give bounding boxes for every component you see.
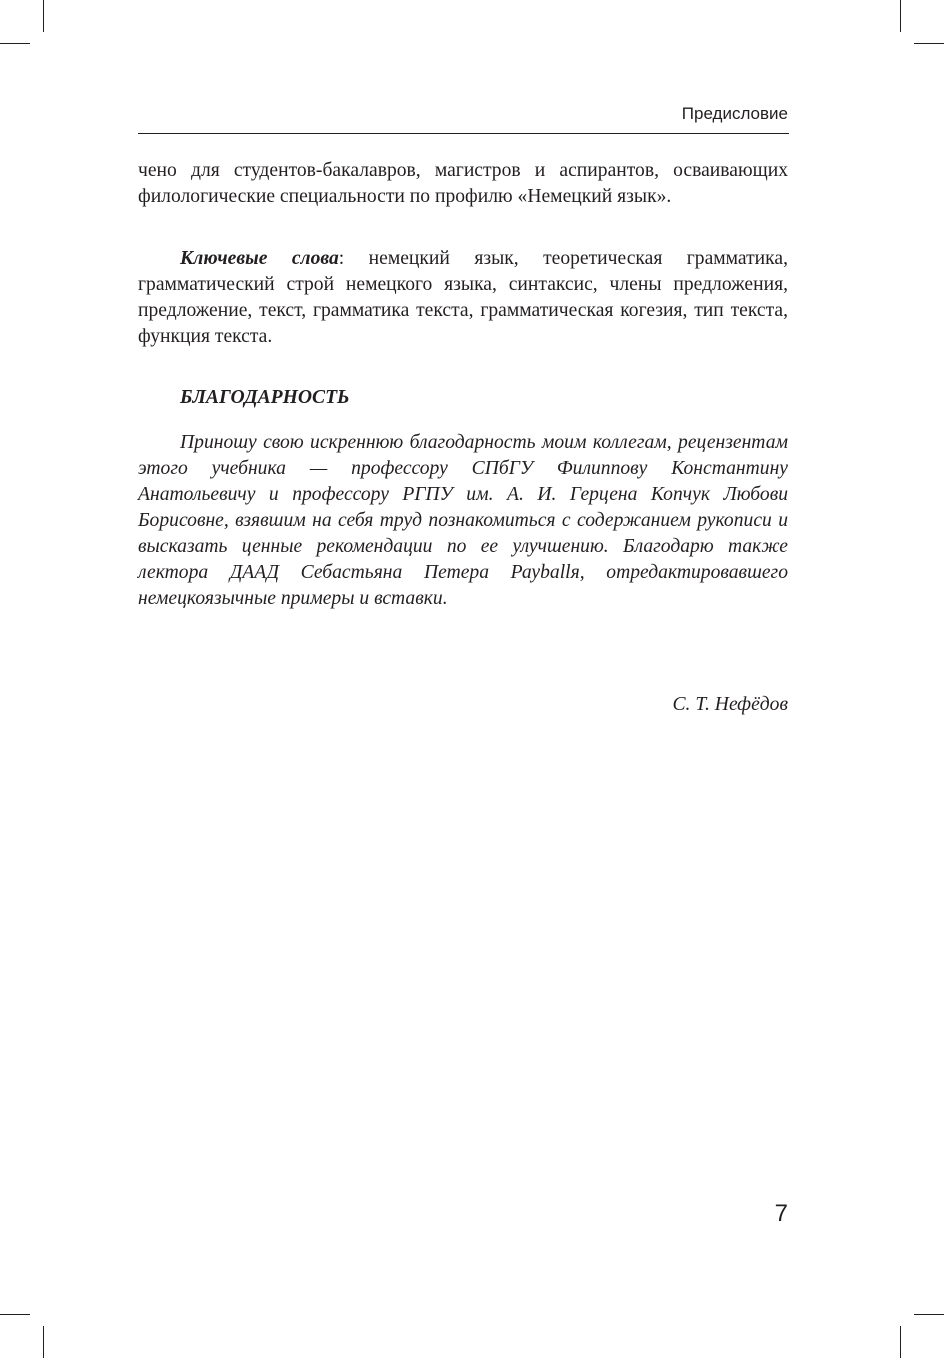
crop-mark bbox=[43, 0, 44, 32]
keywords-text: : немецкий язык, теоретическая грамматика, грамматический строй немецкого языка, синтаксис, члены предложения, предложение, текст, грамматика текста, грамматическая когезия, тип текста, функция текста. bbox=[138, 248, 788, 347]
crop-mark bbox=[43, 1326, 44, 1358]
intro-paragraph: чено для студентов-бакалавров, магистров и аспирантов, осваивающих филологические специальности по профилю «Немецкий язык». bbox=[138, 160, 788, 207]
crop-mark bbox=[914, 1314, 944, 1315]
acknowledgement-paragraph: Приношу свою искреннюю благодарность моим коллегам, рецензентам этого учебника — профессору СПбГУ Филиппову Константину Анатольевичу и профессору РГПУ им. А. И. Герцена Копчук Любови Борисовне, взявшим на себя труд познакомиться с содержанием рукописи и высказать ценные рекомендации по ее улучшению. Благодарю также лектора ДААД Себастьяна Петера Рауballя, отредактировавшего немецкоязычные примеры и вставки. bbox=[138, 432, 788, 609]
keywords-label: Ключевые слова bbox=[180, 248, 339, 269]
crop-mark bbox=[900, 1326, 901, 1358]
crop-mark bbox=[900, 0, 901, 32]
running-head: Предисловие bbox=[681, 104, 788, 123]
crop-mark bbox=[914, 43, 944, 44]
crop-mark bbox=[0, 1314, 30, 1315]
page-number: 7 bbox=[774, 1200, 788, 1227]
keywords-paragraph bbox=[138, 246, 788, 350]
acknowledgement-heading: БЛАГОДАРНОСТЬ bbox=[180, 387, 350, 408]
author-signature: С. Т. Нефёдов bbox=[672, 694, 788, 715]
crop-mark bbox=[0, 43, 30, 44]
header-rule bbox=[138, 133, 789, 134]
